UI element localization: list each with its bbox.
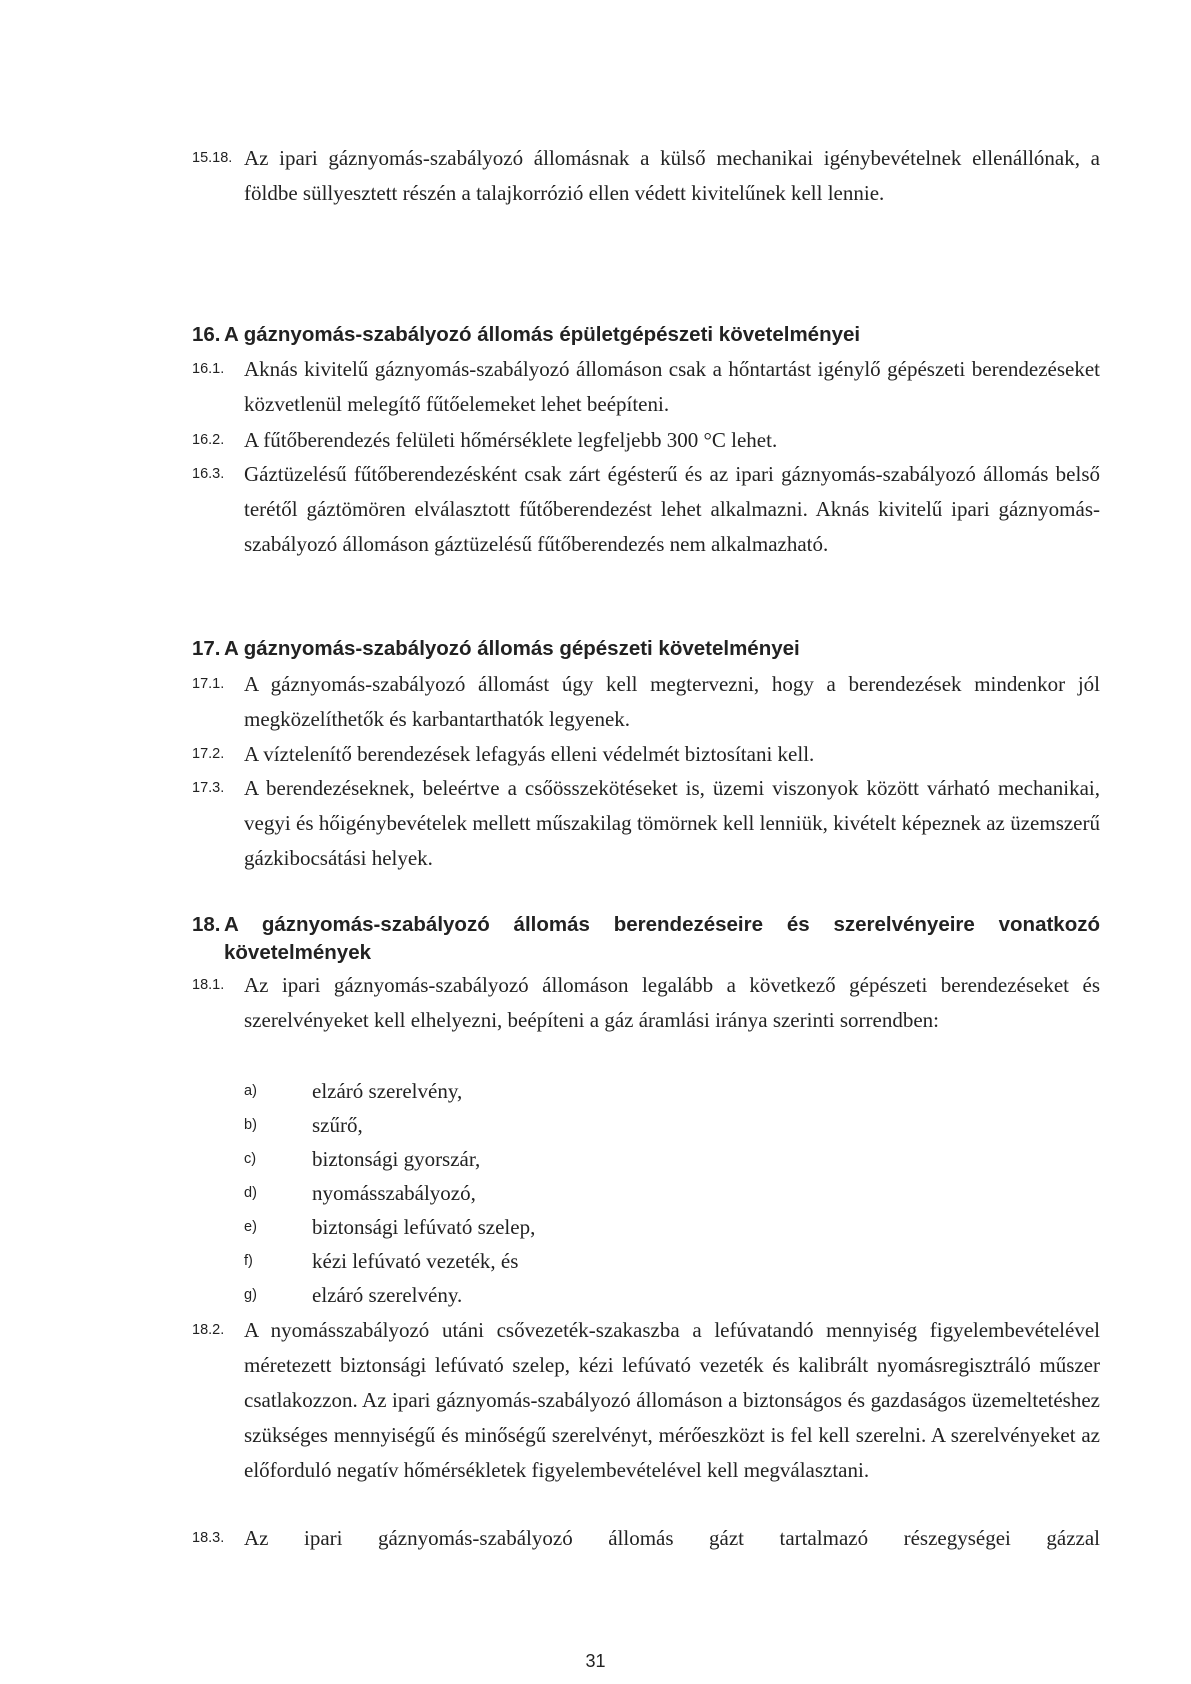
clause-number: 17.1.	[192, 676, 225, 692]
clause-18-2	[192, 1313, 1100, 1488]
clause-17-3	[192, 771, 1100, 876]
list-item-a	[244, 1074, 1104, 1108]
clause-text: Gáztüzelésű fűtőberendezésként csak zárt égésterű és az ipari gáznyomás-szabályozó állomás belső terétől gáztömören elválasztott fűtőberendezést lehet alkalmazni. Aknás kivitelű ipari gáznyomás-szabályozó állomáson gáztüzelésű fűtőberendezés nem alkalmazható.	[244, 462, 1100, 556]
clause-17-1	[192, 667, 1100, 737]
clause-number: 15.18.	[192, 150, 233, 166]
clause-text: Aknás kivitelű gáznyomás-szabályozó állomáson csak a hőntartást igénylő gépészeti berendezéseket közvetlenül melegítő fűtőelemeket lehet beépíteni.	[244, 357, 1100, 416]
clause-number: 18.3.	[192, 1530, 225, 1546]
list-text: szűrő,	[312, 1113, 363, 1137]
clause-number: 17.2.	[192, 746, 225, 762]
clause-number: 18.2.	[192, 1322, 225, 1338]
clause-text: Az ipari gáznyomás-szabályozó állomásnak a külső mechanikai igénybevételnek ellenállónak, a földbe süllyesztett részén a talajkorrózió ellen védett kivitelűnek kell lennie.	[244, 146, 1100, 205]
list-item-g	[244, 1278, 1104, 1312]
list-item-e	[244, 1210, 1104, 1244]
list-letter: g)	[244, 1287, 257, 1303]
clause-number: 16.2.	[192, 432, 225, 448]
list-letter: f)	[244, 1253, 253, 1269]
clause-text: Az ipari gáznyomás-szabályozó állomáson legalább a következő gépészeti berendezéseket és szerelvényeket kell elhelyezni, beépíteni a gáz áramlási iránya szerinti sorrendben:	[244, 973, 1100, 1032]
list-item-c	[244, 1142, 1104, 1176]
list-item-b	[244, 1108, 1104, 1142]
clause-text: A víztelenítő berendezések lefagyás elleni védelmét biztosítani kell.	[244, 742, 815, 766]
list-text: elzáró szerelvény.	[312, 1283, 463, 1307]
list-letter: d)	[244, 1185, 257, 1201]
clause-number: 17.3.	[192, 780, 225, 796]
clause-17-2	[192, 737, 1100, 772]
clause-15-18	[192, 141, 1100, 211]
section-heading-16	[192, 321, 1100, 349]
section-title: A gáznyomás-szabályozó állomás berendezéseire és szerelvényeire vonatkozó követelmények	[224, 913, 1100, 964]
section-title: A gáznyomás-szabályozó állomás gépészeti követelményei	[224, 637, 800, 660]
list-letter: e)	[244, 1219, 257, 1235]
clause-text: A berendezéseknek, beleértve a csőösszekötéseket is, üzemi viszonyok között várható mechanikai, vegyi és hőigénybevételek mellett műszakilag tömörnek kell lenniük, kivételt képeznek az üzemszerű gázkibocsátási helyek.	[244, 776, 1100, 870]
list-item-f	[244, 1244, 1104, 1278]
clause-16-3	[192, 457, 1100, 562]
clause-text: A fűtőberendezés felületi hőmérséklete legfeljebb 300 °C lehet.	[244, 428, 778, 452]
clause-number: 18.1.	[192, 977, 225, 993]
clause-text: Az ipari gáznyomás-szabályozó állomás gázt tartalmazó részegységei gázzal	[244, 1526, 1100, 1550]
clause-text: A gáznyomás-szabályozó állomást úgy kell megtervezni, hogy a berendezések mindenkor jól megközelíthetők és karbantarthatók legyenek.	[244, 672, 1100, 731]
list-letter: c)	[244, 1151, 257, 1167]
section-number: 18.	[192, 913, 221, 936]
page-number: 31	[585, 1651, 606, 1671]
list-text: biztonsági lefúvató szelep,	[312, 1215, 536, 1239]
list-text: kézi lefúvató vezeték, és	[312, 1249, 519, 1273]
clause-number: 16.3.	[192, 466, 225, 482]
list-text: nyomásszabályozó,	[312, 1181, 476, 1205]
clause-16-2	[192, 423, 1100, 458]
section-title: A gáznyomás-szabályozó állomás épületgépészeti követelményei	[224, 323, 861, 346]
clause-16-1	[192, 352, 1100, 422]
clause-number: 16.1.	[192, 361, 225, 377]
list-text: elzáró szerelvény,	[312, 1079, 463, 1103]
clause-18-1	[192, 968, 1100, 1038]
section-number: 16.	[192, 323, 221, 346]
clause-18-3	[192, 1521, 1100, 1556]
list-letter: b)	[244, 1117, 257, 1133]
list-item-d	[244, 1176, 1104, 1210]
list-text: biztonsági gyorszár,	[312, 1147, 481, 1171]
clause-text: A nyomásszabályozó utáni csővezeték-szakaszba a lefúvatandó mennyiség figyelembevételével méretezett biztonsági lefúvató szelep, kézi lefúvató vezeték és kalibrált nyomásregisztráló műszer csatlakozzon. Az ipari gáznyomás-szabályozó állomáson a biztonságos és gazdaságos üzemeltetéshez szükséges mennyiségű és minőségű szerelvényt, mérőeszközt is fel kell szerelni. A szerelvényeket az előforduló negatív hőmérsékletek figyelembevételével kell megválasztani.	[244, 1318, 1100, 1482]
section-heading-17	[192, 635, 1100, 663]
list-letter: a)	[244, 1083, 257, 1099]
section-heading-18	[192, 911, 1100, 967]
section-number: 17.	[192, 637, 221, 660]
